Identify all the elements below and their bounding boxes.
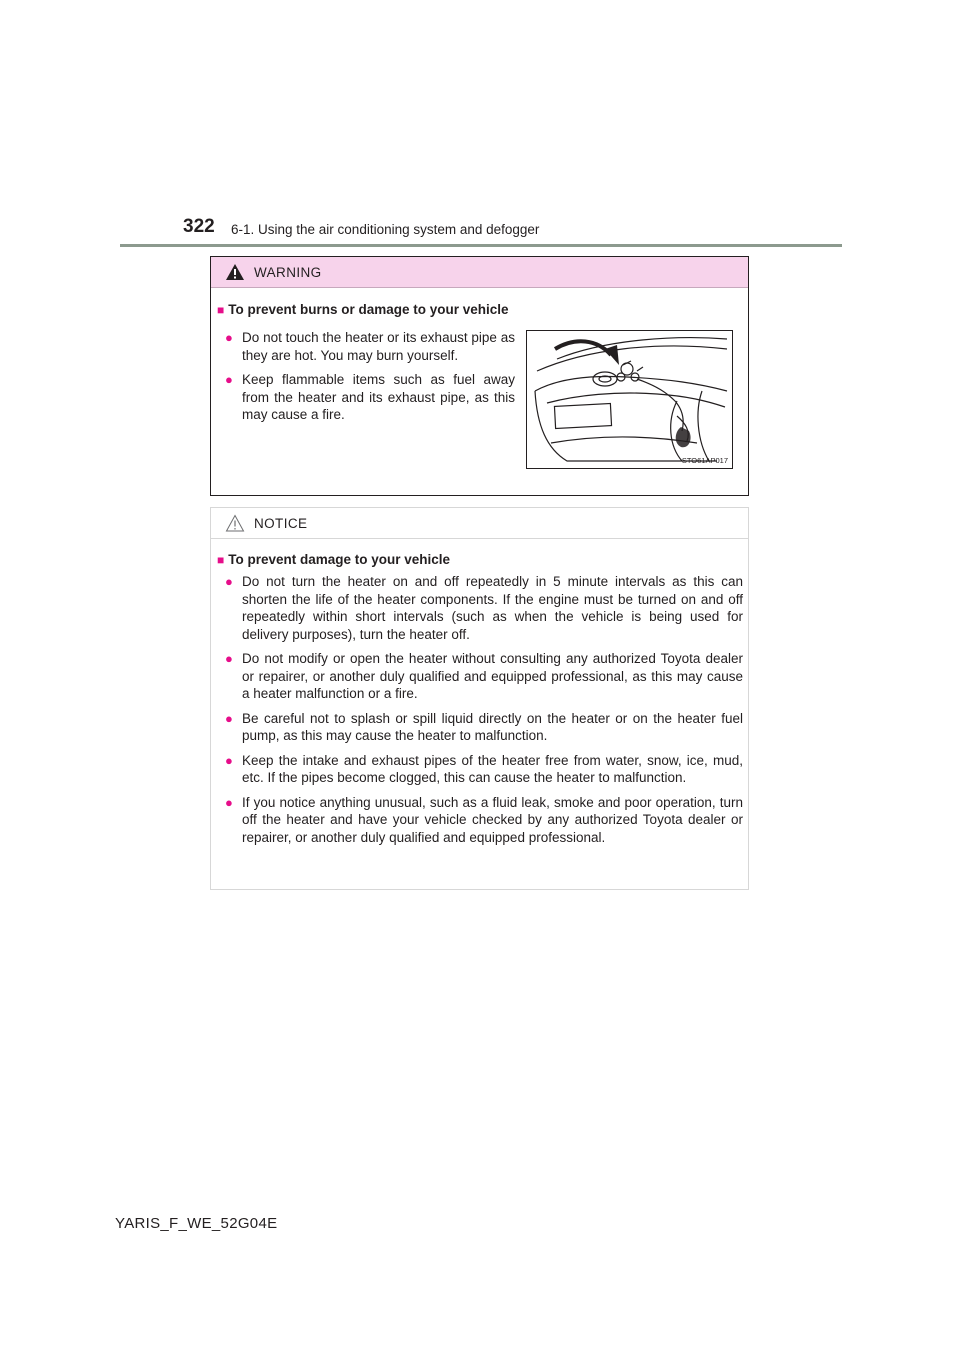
list-item: ● Keep flammable items such as fuel away from the heater and its exhaust pipe, as this may cause a fire. [225, 372, 515, 422]
list-item: ● Do not turn the heater on and off repeatedly in 5 minute intervals as this can shorten the life of the heater components. If the engine must be turned on and off repeatedly within short intervals (such as when the vehicle is being used for delivery purposes), turn the heater off. [225, 574, 743, 642]
notice-bullet-list [225, 573, 743, 853]
square-bullet-icon: ■ [217, 553, 225, 567]
list-item: ● Do not touch the heater or its exhaust pipe as they are hot. You may burn yourself. [225, 330, 515, 363]
list-item: ● Keep the intake and exhaust pipes of the heater free from water, snow, ice, mud, etc. If the pipes become clogged, this can cause the heater to malfunction. [225, 752, 743, 785]
bullet-dot-icon: ● [225, 710, 233, 726]
page-number: 322 [183, 216, 215, 237]
header-divider [120, 244, 842, 247]
square-bullet-icon: ■ [217, 303, 225, 317]
warning-label: WARNING [254, 265, 322, 280]
bullet-dot-icon: ● [225, 574, 233, 589]
heater-illustration [526, 330, 733, 469]
bullet-dot-icon: ● [225, 330, 233, 345]
warning-bullet-list [225, 329, 515, 431]
notice-header [211, 508, 748, 539]
warning-box [210, 256, 749, 496]
bullet-dot-icon: ● [225, 372, 233, 387]
car-front-drawing [527, 331, 732, 468]
bullet-dot-icon: ● [225, 752, 233, 768]
warning-triangle-icon [225, 263, 245, 281]
bullet-dot-icon: ● [225, 794, 233, 810]
list-item: ● If you notice anything unusual, such as a fluid leak, smoke and poor operation, turn off the heater and have your vehicle checked by any authorized Toyota dealer or repairer, or another duly qualified and equipped professional. [225, 794, 743, 845]
list-item: ● Be careful not to splash or spill liquid directly on the heater or on the heater fuel pump, as this may cause the heater to malfunction. [225, 710, 743, 743]
notice-section-title: ■ To prevent damage to your vehicle [217, 552, 451, 567]
warning-header [211, 257, 748, 288]
warning-section-title: ■ To prevent burns or damage to your vehicle [217, 302, 509, 317]
document-code: YARIS_F_WE_52G04E [115, 1215, 278, 1232]
illustration-code: STO61AP017 [681, 456, 728, 465]
notice-box [210, 507, 749, 890]
list-item: ● Do not modify or open the heater without consulting any authorized Toyota dealer or repairer, or another duly qualified and equipped professional, as this may cause a heater malfunction or a fire. [225, 651, 743, 701]
bullet-dot-icon: ● [225, 651, 233, 666]
notice-triangle-icon [225, 514, 245, 532]
chapter-title: 6-1. Using the air conditioning system and defogger [231, 222, 540, 237]
notice-label: NOTICE [254, 516, 308, 531]
